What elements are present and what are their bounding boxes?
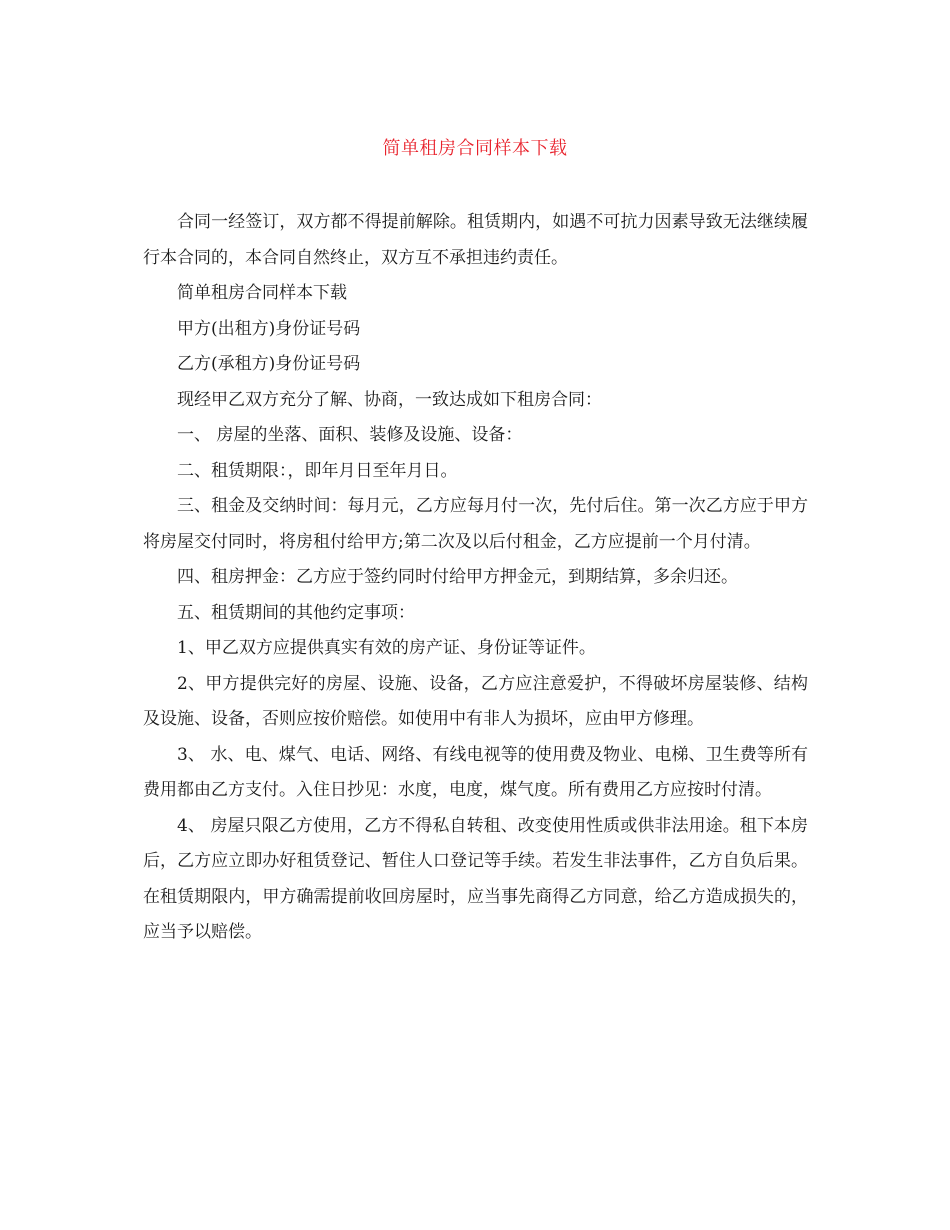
paragraph: 甲方(出租方)身份证号码 [177,318,361,339]
document-title: 简单租房合同样本下载 [382,138,568,159]
paragraph: 五、租赁期间的其他约定事项： [177,602,415,623]
paragraph: 现经甲乙双方充分了解、协商，一致达成如下租房合同： [177,389,602,410]
paragraph: 1、甲乙双方应提供真实有效的房产证、身份证等证件。 [177,638,596,658]
paragraph: 四、租房押金：乙方应于签约同时付给甲方押金元，到期结算，多余归还。 [177,567,738,587]
paragraph: 乙方(承租方)身份证号码 [177,354,361,374]
document-body [143,205,808,951]
paragraph: 简单租房合同样本下载 [177,283,347,303]
paragraph: 一、 房屋的坐落、面积、装修及设施、设备： [177,425,523,445]
paragraph: 二、租赁期限：，即年月日至年月日。 [177,460,458,481]
paragraph: 3、 水、电、煤气、电话、网络、有线电视等的使用费及物业、电梯、卫生费等所有费用都由乙方支付。入住日抄见：水度，电度，煤气度。所有费用乙方应按时付清。 [143,744,808,800]
paragraph: 三、租金及交纳时间：每月元，乙方应每月付一次，先付后住。第一次乙方应于甲方将房屋交付同时，将房租付给甲方;第二次及以后付租金，乙方应提前一个月付清。 [143,496,808,552]
paragraph: 合同一经签订，双方都不得提前解除。租赁期内，如遇不可抗力因素导致无法继续履行本合同的，本合同自然终止，双方互不承担违约责任。 [143,212,808,268]
paragraph: 4、 房屋只限乙方使用，乙方不得私自转租、改变使用性质或供非法用途。租下本房后，乙方应立即办好租赁登记、暂住人口登记等手续。若发生非法事件，乙方自负后果。在租赁期限内，甲方确需提前收回房屋时，应当事先商得乙方同意，给乙方造成损失的，应当予以赔偿。 [143,815,808,942]
paragraph: 2、甲方提供完好的房屋、设施、设备，乙方应注意爱护，不得破坏房屋装修、结构及设施、设备，否则应按价赔偿。如使用中有非人为损坏，应由甲方修理。 [143,673,808,729]
